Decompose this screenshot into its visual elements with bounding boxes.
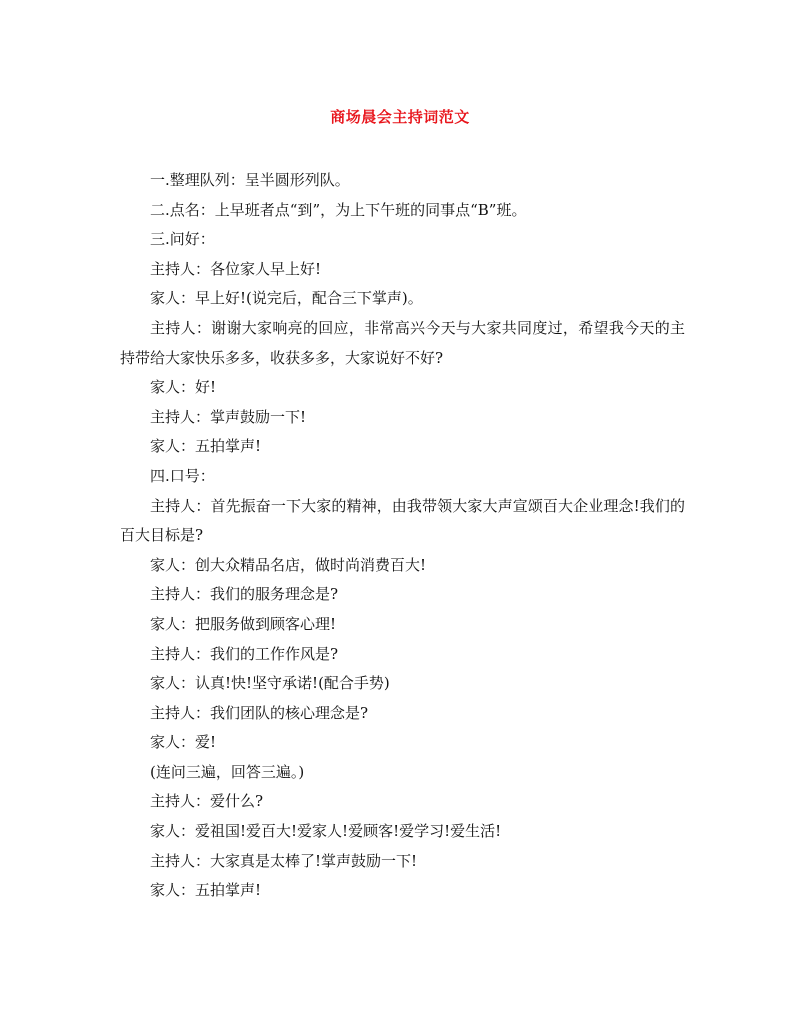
paragraph: (连问三遍，回答三遍。) xyxy=(150,762,305,781)
paragraph: 主持人：我们团队的核心理念是? xyxy=(150,703,369,722)
paragraph: 主持人：掌声鼓励一下! xyxy=(150,407,307,426)
paragraph: 家人：好! xyxy=(150,378,217,397)
paragraph: 主持人：我们的工作作风是? xyxy=(150,644,339,663)
paragraph: 家人：认真!快!坚守承诺!(配合手势) xyxy=(150,674,390,693)
paragraph: 主持人：首先振奋一下大家的精神，由我带领大家大声宣颂百大企业理念!我们的百大目标是? xyxy=(120,496,685,545)
paragraph: 二.点名：上早班者点“到”，为上下午班的同事点“B”班。 xyxy=(150,200,527,219)
paragraph: 家人：把服务做到顾客心理! xyxy=(150,614,337,633)
paragraph: 主持人：谢谢大家响亮的回应，非常高兴今天与大家共同度过，希望我今天的主持带给大家快乐多多，收获多多，大家说好不好? xyxy=(120,318,685,367)
paragraph: 家人：创大众精品名店，做时尚消费百大! xyxy=(150,555,427,574)
paragraph: 主持人：各位家人早上好! xyxy=(150,259,322,278)
paragraph: 主持人：我们的服务理念是? xyxy=(150,585,339,604)
paragraph: 家人：爱祖国!爱百大!爱家人!爱顾客!爱学习!爱生活! xyxy=(150,822,502,841)
paragraph: 家人：五拍掌声! xyxy=(150,437,262,456)
document-body xyxy=(120,166,685,906)
paragraph: 家人：爱! xyxy=(150,733,217,752)
document-title: 商场晨会主持词范文 xyxy=(330,108,470,126)
paragraph: 主持人：爱什么? xyxy=(150,792,264,811)
paragraph: 家人：五拍掌声! xyxy=(150,881,262,900)
paragraph: 家人：早上好!(说完后，配合三下掌声)。 xyxy=(150,289,423,308)
paragraph: 三.问好： xyxy=(150,230,215,249)
paragraph: 四.口号： xyxy=(150,466,215,485)
paragraph: 主持人：大家真是太棒了!掌声鼓励一下! xyxy=(150,851,418,870)
paragraph: 一.整理队列：呈半圆形列队。 xyxy=(150,171,350,189)
